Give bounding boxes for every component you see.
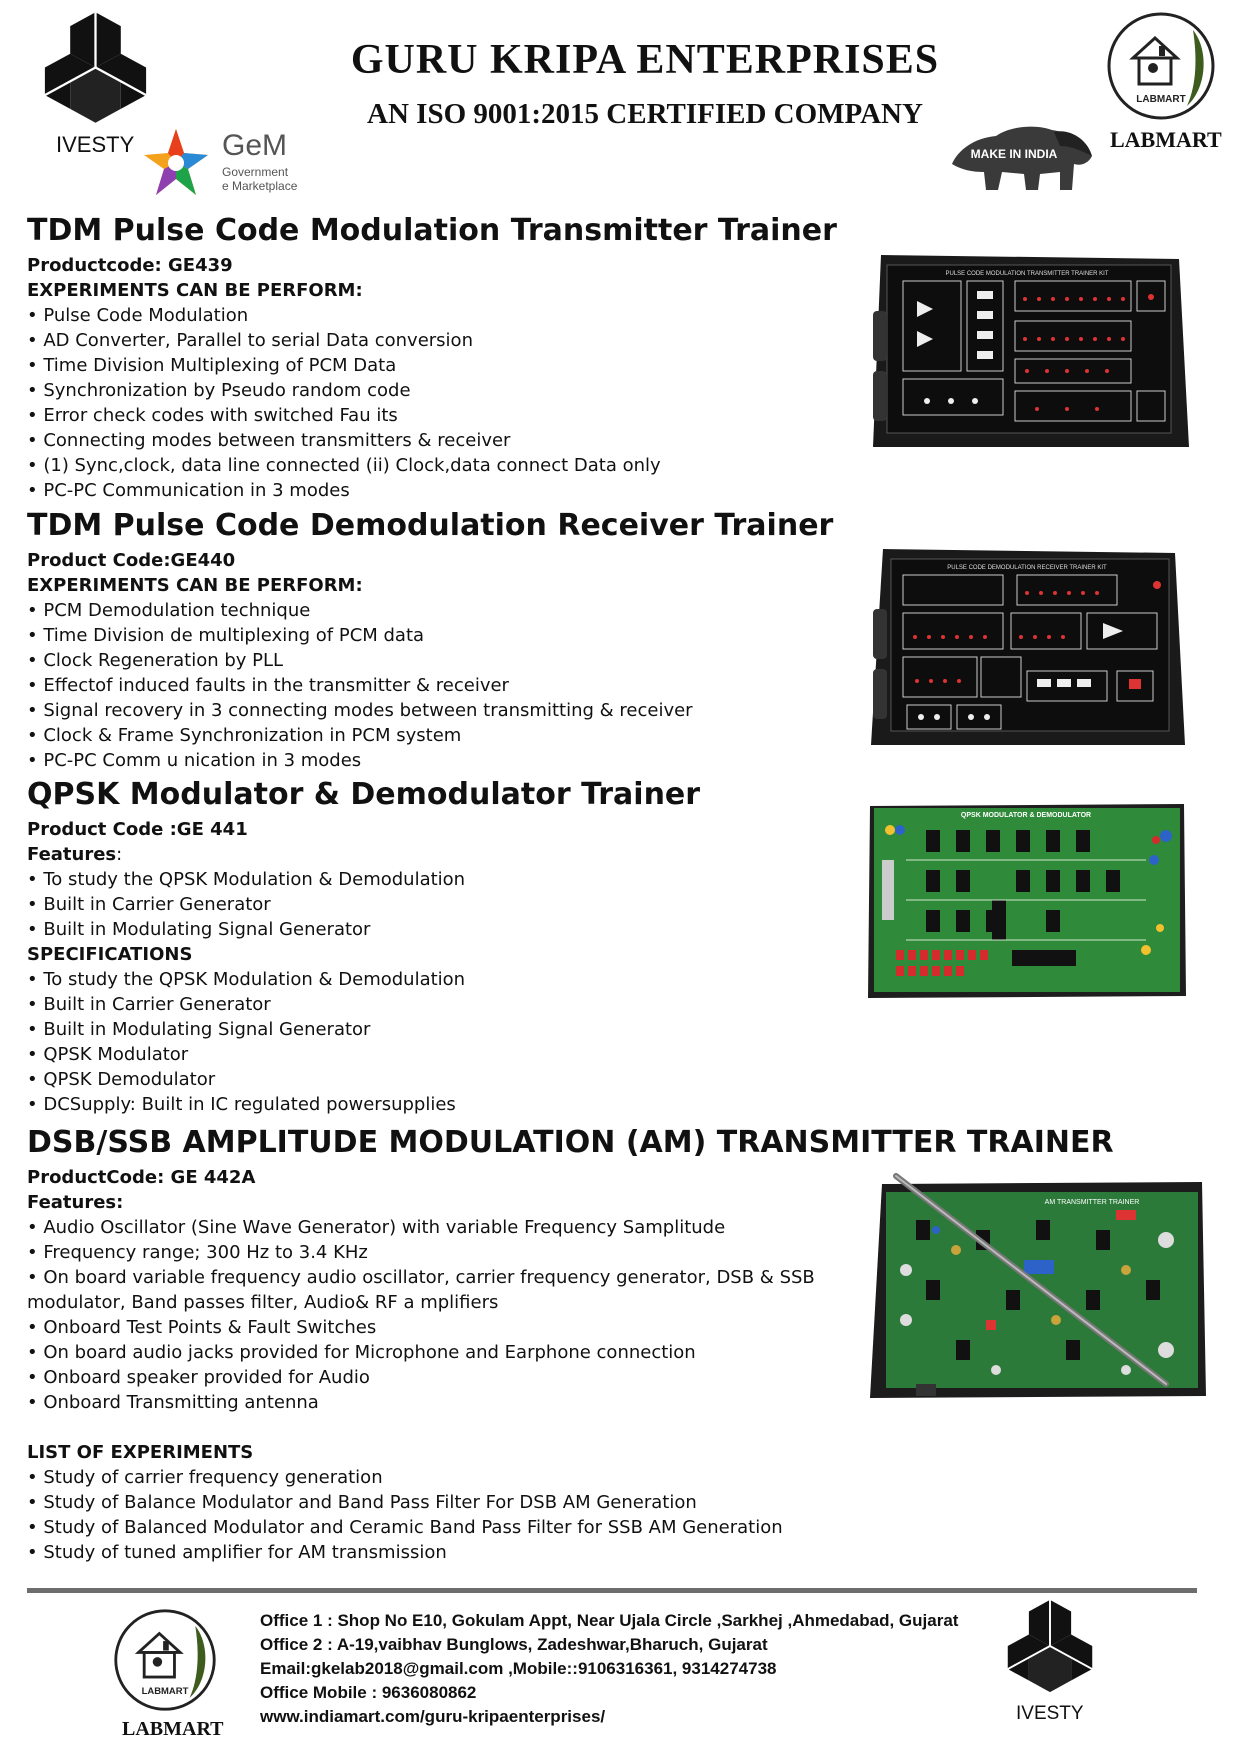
list-item: • Time Division Multiplexing of PCM Data — [27, 355, 397, 376]
list-item: • PCM Demodulation technique — [27, 600, 311, 621]
office-mobile: Office Mobile : 9636080862 — [260, 1683, 477, 1702]
lion-icon — [948, 120, 1096, 198]
list-item: • Onboard Test Points & Fault Switches — [27, 1317, 377, 1338]
website-link[interactable]: www.indiamart.com/guru-kripaenterprises/ — [260, 1707, 606, 1726]
gem-logo — [140, 125, 310, 200]
product-title: DSB/SSB AMPLITUDE MODULATION (AM) TRANSMITTER TRAINER — [27, 1125, 1114, 1160]
company-name: GURU KRIPA ENTERPRISES — [350, 37, 940, 83]
panel-label: QPSK MODULATOR & DEMODULATOR — [960, 812, 1092, 819]
make-in-india-text: MAKE IN INDIA — [970, 147, 1058, 161]
labmart-badge-icon — [112, 1607, 218, 1713]
gem-sub-2: e Marketplace — [222, 179, 298, 193]
list-item: • Audio Oscillator (Sine Wave Generator) with variable Frequency Samplitude — [27, 1217, 726, 1238]
list-item: • Signal recovery in 3 connecting modes between transmitting & receiver — [27, 700, 693, 721]
list-item: • Connecting modes between transmitters & receiver — [27, 430, 511, 451]
office-2: Office 2 : A-19,vaibhav Bunglows, Zadeshwar,Bharuch, Gujarat — [260, 1635, 768, 1654]
list-item: • Onboard Transmitting antenna — [27, 1392, 319, 1413]
list-item: • Time Division de multiplexing of PCM data — [27, 625, 425, 646]
ivesty-label: IVESTY — [56, 132, 135, 157]
list-item: • Error check codes with switched Fau its — [27, 405, 398, 426]
list-item: • Synchronization by Pseudo random code — [27, 380, 411, 401]
product-code: Productcode: GE439 — [27, 255, 233, 276]
product-image-ge442a — [866, 1170, 1210, 1408]
footer-divider — [27, 1588, 1197, 1593]
list-item: • Study of Balance Modulator and Band Pass Filter For DSB AM Generation — [27, 1492, 697, 1513]
list-item: • (1) Sync,clock, data line connected (ii) Clock,data connect Data only — [27, 455, 661, 476]
product-code: ProductCode: GE 442A — [27, 1167, 256, 1188]
labmart-label: LABMART — [1110, 127, 1222, 152]
panel-label: PULSE CODE DEMODULATION RECEIVER TRAINER KIT — [947, 565, 1107, 571]
features-heading: Features: — [27, 1192, 124, 1213]
product-title: QPSK Modulator & Demodulator Trainer — [27, 777, 701, 812]
list-item: • AD Converter, Parallel to serial Data conversion — [27, 330, 473, 351]
gem-star-icon — [140, 125, 212, 200]
ivesty-icon — [1002, 1598, 1098, 1694]
list-item: • Study of tuned amplifier for AM transmission — [27, 1542, 447, 1563]
experiments-heading: LIST OF EXPERIMENTS — [27, 1442, 254, 1463]
experiments-heading: EXPERIMENTS CAN BE PERFORM: — [27, 575, 363, 596]
list-item: • On board audio jacks provided for Microphone and Earphone connection — [27, 1342, 696, 1363]
list-item: • To study the QPSK Modulation & Demodulation — [27, 969, 466, 990]
footer-labmart-badge — [112, 1607, 218, 1713]
list-item: • QPSK Demodulator — [27, 1069, 216, 1090]
features-heading-colon: : — [116, 844, 123, 865]
list-item: • Study of carrier frequency generation — [27, 1467, 383, 1488]
experiments-list — [27, 1465, 1217, 1565]
badge-label: LABMART — [141, 1686, 189, 1698]
list-item: • Clock Regeneration by PLL — [27, 650, 284, 671]
list-item: • Study of Balanced Modulator and Ceramic Band Pass Filter for SSB AM Generation — [27, 1517, 783, 1538]
list-item: • Built in Modulating Signal Generator — [27, 1019, 371, 1040]
product-title: TDM Pulse Code Demodulation Receiver Trainer — [27, 508, 834, 543]
list-item: • PC-PC Communication in 3 modes — [27, 480, 350, 501]
certification: AN ISO 9001:2015 CERTIFIED COMPANY — [367, 98, 923, 130]
list-item: • Frequency range; 300 Hz to 3.4 KHz — [27, 1242, 368, 1263]
features-heading-text: Features — [27, 844, 117, 865]
footer-ivesty-logo — [1002, 1598, 1098, 1694]
footer-ivesty-label: IVESTY — [1016, 1703, 1084, 1724]
list-item: • Built in Carrier Generator — [27, 994, 271, 1015]
gem-sub-1: Government — [222, 165, 289, 179]
list-item: • Effectof induced faults in the transmitter & receiver — [27, 675, 509, 696]
list-item: • To study the QPSK Modulation & Demodulation — [27, 869, 466, 890]
list-item: • PC-PC Comm u nication in 3 modes — [27, 750, 362, 771]
list-item: • QPSK Modulator — [27, 1044, 189, 1065]
list-item: • Built in Carrier Generator — [27, 894, 271, 915]
product-image-ge440 — [867, 545, 1187, 755]
badge-label: LABMART — [1136, 94, 1186, 105]
list-item: • Clock & Frame Synchronization in PCM system — [27, 725, 462, 746]
experiments-heading: EXPERIMENTS CAN BE PERFORM: — [27, 280, 363, 301]
panel-label: AM TRANSMITTER TRAINER — [1044, 1199, 1140, 1206]
list-item: • DCSupply: Built in IC regulated powersupplies — [27, 1094, 456, 1115]
footer-contact — [260, 1609, 958, 1729]
email-mobile[interactable]: Email:gkelab2018@gmail.com ,Mobile::9106316361, 9314274738 — [260, 1659, 777, 1678]
labmart-badge — [1105, 10, 1217, 122]
product-code: Product Code :GE 441 — [27, 819, 248, 840]
list-item: • Pulse Code Modulation — [27, 305, 249, 326]
gem-title: GeM — [222, 129, 288, 162]
product-image-ge441 — [866, 800, 1188, 1002]
footer-labmart-label: LABMART — [122, 1718, 224, 1740]
product-title: TDM Pulse Code Modulation Transmitter Trainer — [27, 213, 837, 248]
panel-label: PULSE CODE MODULATION TRANSMITTER TRAINER KIT — [945, 271, 1109, 277]
list-item: • On board variable frequency audio oscillator, carrier frequency generator, DSB & SSB modulator, Band passes filter, Audio& RF a mplifiers — [27, 1267, 815, 1313]
labmart-badge-icon — [1105, 10, 1217, 122]
list-item: • Onboard speaker provided for Audio — [27, 1367, 370, 1388]
list-item: • Built in Modulating Signal Generator — [27, 919, 371, 940]
make-in-india-logo — [948, 120, 1096, 198]
office-1: Office 1 : Shop No E10, Gokulam Appt, Near Ujala Circle ,Sarkhej ,Ahmedabad, Gujarat — [260, 1611, 959, 1630]
product-code: Product Code:GE440 — [27, 550, 236, 571]
specifications-heading: SPECIFICATIONS — [27, 944, 193, 965]
product-image-ge439 — [867, 251, 1192, 456]
